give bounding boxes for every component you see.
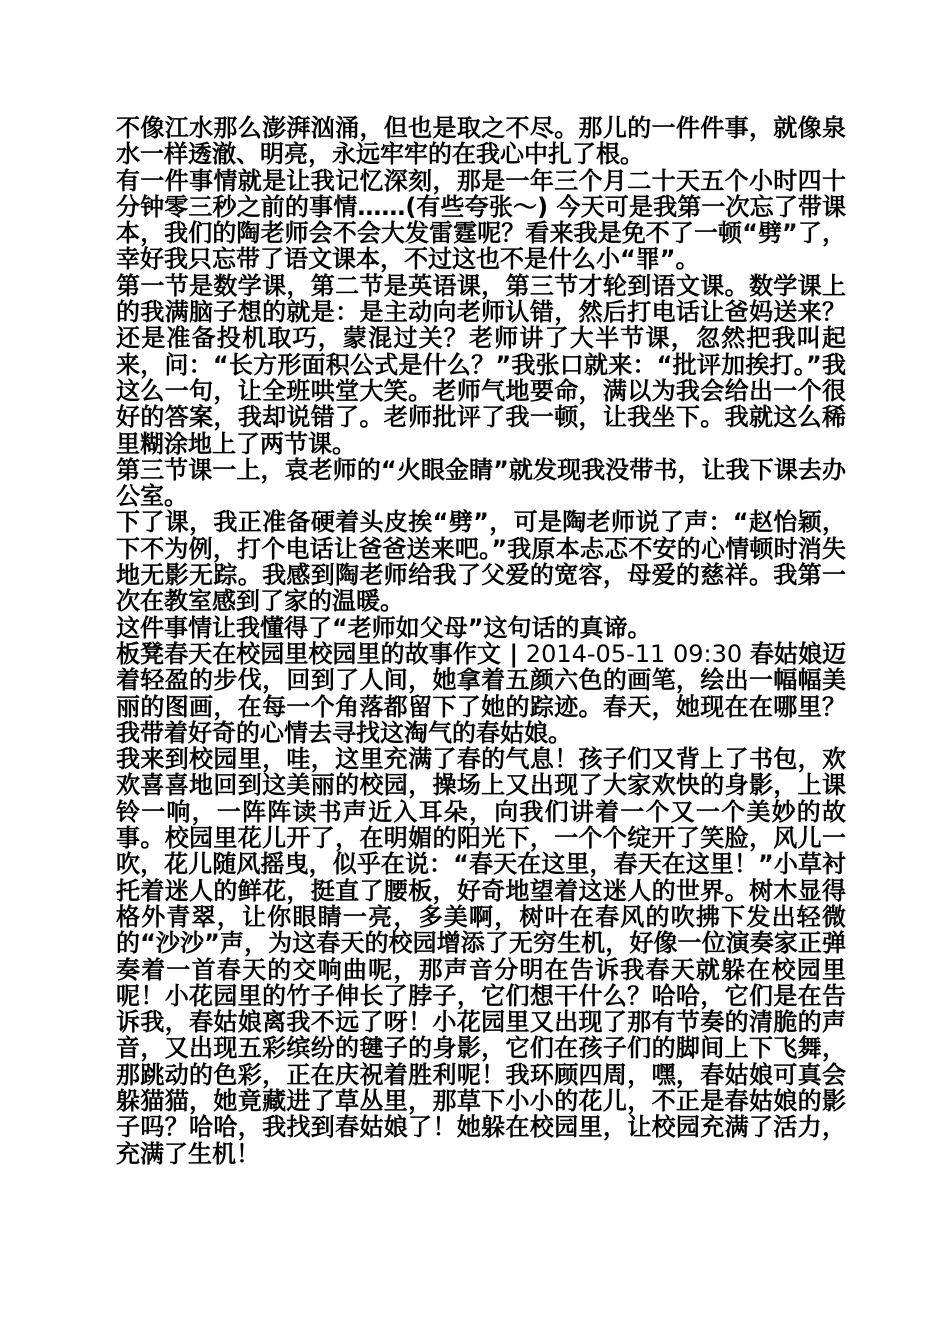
paragraph-5: 下了课，我正准备硬着头皮挨“劈”，可是陶老师说了声：“赵怡颖，下不为例，打个电话让爸爸送来吧。”我原本忐忑不安的心情顿时消失地无影无踪。我感到陶老师给我了父爱的宽容，母爱的慈祥。我第一次在教室感到了家的温暖。 [116, 508, 846, 616]
paragraph-2: 有一件事情就是让我记忆深刻，那是一年三个月二十天五个小时四十分钟零三秒之前的事情……(有些夸张～) 今天可是我第一次忘了带课本，我们的陶老师会不会大发雷霆呢？看来我是免不了一顿“劈”了，幸好我只忘带了语文课本，不过这也不是什么小“罪”。 [116, 166, 846, 274]
article-2-body: 我来到校园里，哇，这里充满了春的气息！孩子们又背上了书包，欢欢喜喜地回到这美丽的校园，操场上又出现了大家欢快的身影，上课铃一响，一阵阵读书声近入耳朵，向我们讲着一个又一个美妙的故事。校园里花儿开了，在明媚的阳光下，一个个绽开了笑脸，风儿一吹，花儿随风摇曳，似乎在说：“春天在这里，春天在这里！”小草衬托着迷人的鲜花，挺直了腰板，好奇地望着这迷人的世界。树木显得格外青翠，让你眼睛一亮，多美啊，树叶在春风的吹拂下发出轻微的“沙沙”声，为这春天的校园增添了无穷生机，好像一位演奏家正弹奏着一首春天的交响曲呢，那声音分明在告诉我春天就躲在校园里呢！小花园里的竹子伸长了脖子，它们想干什么？哈哈，它们是在告诉我，春姑娘离我不远了呀！小花园里又出现了那有节奏的清脆的声音，又出现五彩缤纷的毽子的身影，它们在孩子们的脚间上下飞舞，那跳动的色彩，正在庆祝着胜利呢！我环顾四周，嘿，春姑娘可真会躲猫猫，她竟藏进了草丛里，那草下小小的花儿，不正是春姑娘的影子吗？哈哈，我找到春姑娘了！她躲在校园里，让校园充满了活力，充满了生机！ [116, 745, 846, 1168]
article-2-intro: 春姑娘迈着轻盈的步伐，回到了人间，她拿着五颜六色的画笔，绘出一幅幅美丽的图画，在每一个角落都留下了她的踪迹。春天，她现在在哪里？我带着好奇的心情去寻找这淘气的春姑娘。 [116, 639, 847, 747]
article-2-date: 2014-05-11 09:30 [518, 639, 750, 668]
paragraph-3: 第一节是数学课，第二节是英语课，第三节才轮到语文课。数学课上的我满脑子想的就是：是主动向老师认错，然后打电话让爸妈送来？还是准备投机取巧，蒙混过关？老师讲了大半节课，忽然把我叫起来，问：“长方形面积公式是什么？”我张口就来：“批评加挨打。”我这么一句，让全班哄堂大笑。老师气地要命，满以为我会给出一个很好的答案，我却说错了。老师批评了我一顿，让我坐下。我就这么稀里糊涂地上了两节课。 [116, 271, 846, 458]
article-2-intro-paragraph [116, 641, 846, 746]
article-2-title: 板凳春天在校园里校园里的故事作文 | [116, 639, 519, 668]
paragraph-1: 不像江水那么澎湃汹涌，但也是取之不尽。那儿的一件件事，就像泉水一样透澈、明亮，永远牢牢的在我心中扎了根。 [116, 114, 846, 169]
paragraph-6: 这件事情让我懂得了“老师如父母”这句话的真谛。 [116, 613, 652, 642]
paragraph-4: 第三节课一上，袁老师的“火眼金睛”就发现我没带书，让我下课去办公室。 [116, 455, 846, 511]
document-page [116, 115, 846, 1167]
